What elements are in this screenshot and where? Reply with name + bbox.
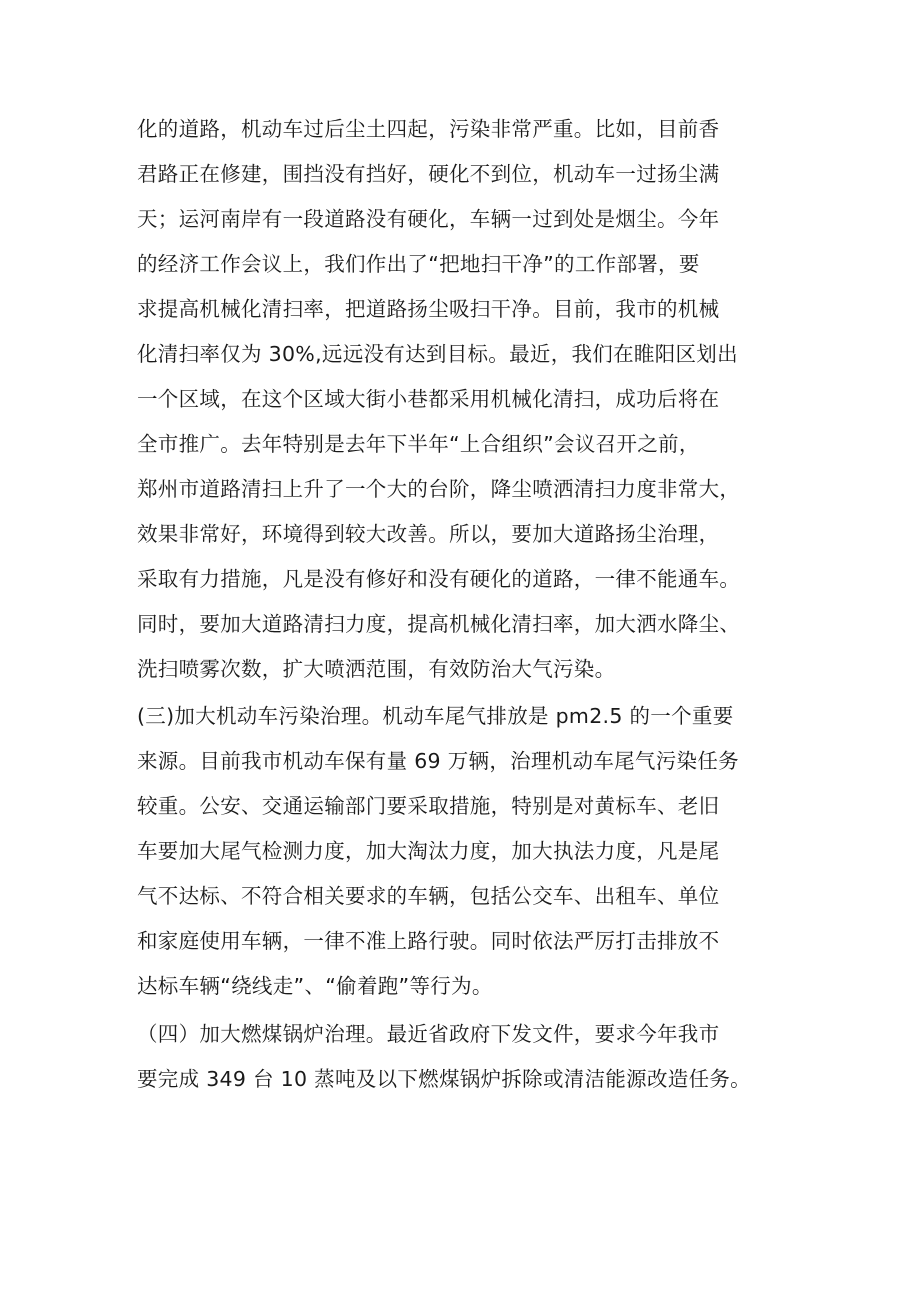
text-line: 同时，要加大道路清扫力度，提高机械化清扫率，加大洒水降尘、 [137, 612, 741, 636]
text-line: 化清扫率仅为 30%,远远没有达到目标。最近，我们在睢阳区划出 [137, 342, 738, 366]
text-line: （四）加大燃煤锅炉治理。最近省政府下发文件，要求今年我市 [137, 1022, 720, 1046]
text-line: (三)加大机动车污染治理。机动车尾气排放是 pm2.5 的一个重要 [137, 704, 734, 728]
text-line: 效果非常好，环境得到较大改善。所以，要加大道路扬尘治理， [137, 522, 720, 546]
text-line: 气不达标、不符合相关要求的车辆，包括公交车、出租车、单位 [137, 884, 720, 908]
text-line: 郑州市道路清扫上升了一个大的台阶，降尘喷洒清扫力度非常大， [137, 477, 741, 501]
text-line: 和家庭使用车辆，一律不准上路行驶。同时依法严厉打击排放不 [137, 929, 720, 953]
text-line: 君路正在修建，围挡没有挡好，硬化不到位，机动车一过扬尘满 [137, 162, 720, 186]
text-line: 洗扫喷雾次数，扩大喷洒范围，有效防治大气污染。 [137, 657, 616, 681]
text-line: 车要加大尾气检测力度，加大淘汰力度，加大执法力度，凡是尾 [137, 839, 720, 863]
text-line: 化的道路，机动车过后尘土四起，污染非常严重。比如，目前香 [137, 117, 720, 141]
text-line: 一个区域，在这个区域大街小巷都采用机械化清扫，成功后将在 [137, 387, 720, 411]
text-line: 的经济工作会议上，我们作出了“把地扫干净”的工作部署，要 [137, 252, 700, 276]
text-line: 全市推广。去年特别是去年下半年“上合组织”会议召开之前， [137, 432, 700, 456]
text-line: 要完成 349 台 10 蒸吨及以下燃煤锅炉拆除或清洁能源改造任务。 [137, 1067, 751, 1091]
text-line: 采取有力措施，凡是没有修好和没有硬化的道路，一律不能通车。 [137, 567, 741, 591]
text-line: 达标车辆“绕线走”、“偷着跑”等行为。 [137, 974, 493, 998]
text-line: 天；运河南岸有一段道路没有硬化，车辆一过到处是烟尘。今年 [137, 207, 720, 231]
text-line: 求提高机械化清扫率，把道路扬尘吸扫干净。目前，我市的机械 [137, 297, 720, 321]
text-line: 较重。公安、交通运输部门要采取措施，特别是对黄标车、老旧 [137, 794, 720, 818]
text-line: 来源。目前我市机动车保有量 69 万辆，治理机动车尾气污染任务 [137, 749, 739, 773]
